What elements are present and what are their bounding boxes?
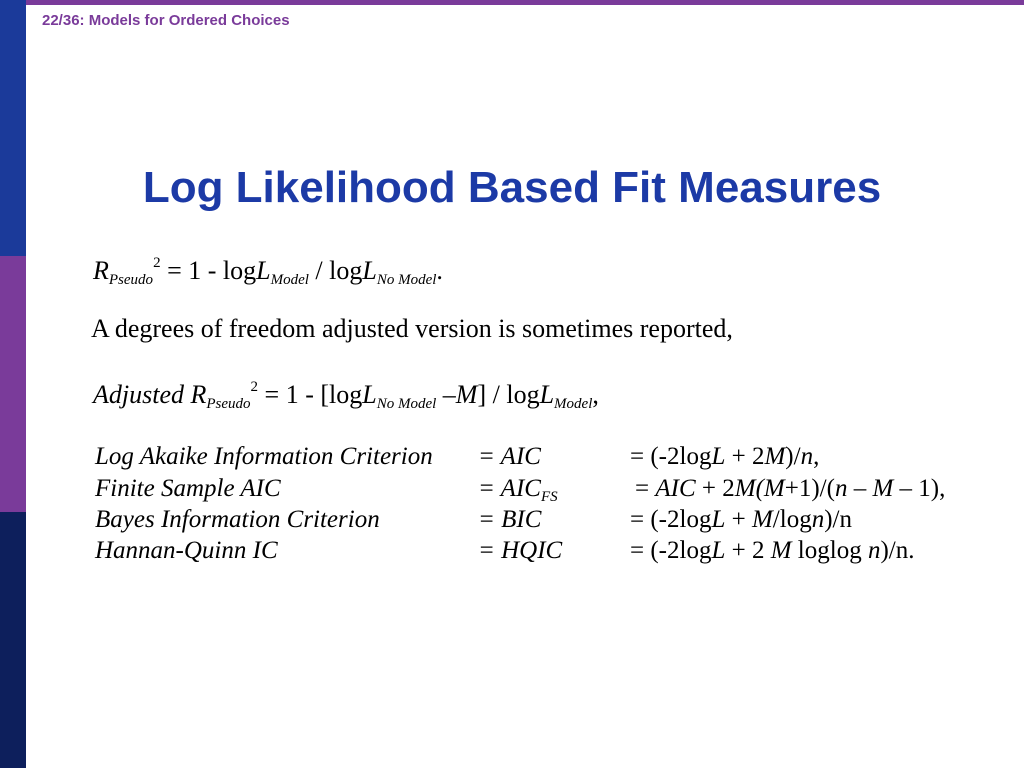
square-superscript: 2 — [250, 379, 259, 395]
l-symbol: L — [539, 380, 555, 409]
comma: , — [592, 380, 599, 409]
l-symbol: L — [362, 256, 377, 285]
criterion-abbr: = HQIC — [478, 537, 563, 564]
slide-title: Log Likelihood Based Fit Measures — [142, 163, 882, 212]
side-strip-purple — [0, 256, 26, 512]
pseudo-r2-formula — [93, 256, 443, 288]
pseudo-subscript: Pseudo — [108, 272, 154, 288]
l-symbol: L — [256, 256, 271, 285]
r-symbol: R — [93, 256, 109, 285]
criterion-abbr: = $AIC_{FS}$ — [478, 475, 558, 505]
minus-sign: – — [436, 380, 456, 409]
slide-header: 22/36: Models for Ordered Choices — [42, 12, 290, 29]
adjusted-sentence: A degrees of freedom adjusted version is sometimes reported, — [91, 314, 733, 343]
model-subscript: Model — [270, 272, 309, 288]
adjusted-r2-formula — [93, 380, 599, 412]
criterion-formula: = (-2logL + M/logn)/n — [630, 506, 852, 533]
equals-text: = 1 - [log — [258, 380, 363, 409]
period: . — [436, 256, 443, 285]
criterion-label: Finite Sample AIC — [95, 475, 281, 502]
criterion-abbr: = BIC — [478, 506, 542, 533]
criterion-formula: = (-2logL + 2 M loglog n)/n. — [630, 537, 915, 564]
side-strip-blue — [0, 0, 26, 256]
equals-text: = 1 - log — [160, 256, 257, 285]
criterion-label: Bayes Information Criterion — [95, 506, 380, 533]
criterion-label: Hannan-Quinn IC — [95, 537, 278, 564]
no-model-subscript: No Model — [376, 396, 437, 412]
criterion-formula: = AIC + 2M(M+1)/(n – M – 1), — [635, 475, 946, 502]
side-strip-navy — [0, 512, 26, 768]
divide-text: ] / log — [477, 380, 540, 409]
top-accent-bar — [0, 0, 1024, 5]
m-symbol: M — [455, 380, 478, 409]
criterion-abbr: = AIC — [478, 443, 541, 470]
criterion-formula: = (-2logL + 2M)/n, — [630, 443, 820, 470]
l-symbol: L — [362, 380, 377, 409]
divide-text: / log — [308, 256, 363, 285]
adjusted-r-label: Adjusted R — [93, 380, 207, 409]
criterion-label: Log Akaike Information Criterion — [95, 443, 433, 470]
no-model-subscript: No Model — [376, 272, 437, 288]
square-superscript: 2 — [153, 255, 161, 271]
model-subscript: Model — [554, 396, 593, 412]
pseudo-subscript: Pseudo — [206, 396, 251, 412]
